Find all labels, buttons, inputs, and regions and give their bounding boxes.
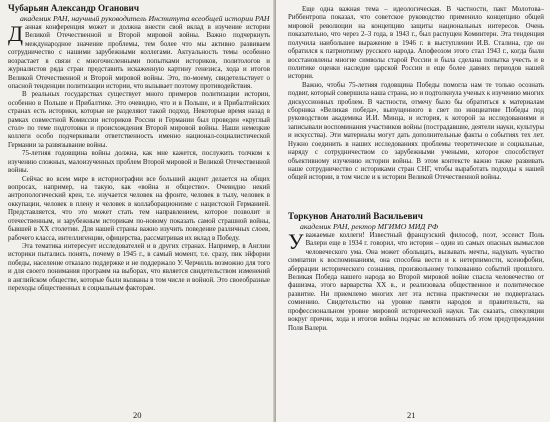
paragraph: Данная конференция может и должна внести свой вклад в изучение истории Великой Отечественной и Второй мировой войны. Важно подчеркнуть международное значение проблемы, тем более что мы активно развиваем сотрудничество с нашими зарубежными коллегами. Актуальность темы особенно возрастает в связи с многочисленными попытками историков, политологов и журналистов ряда стран представить искаженную картину генезиса, хода и итогов Великой Отечественной и Второй мировой войны. Это, по-моему, свидетельствует о опасной тенденции политизации истории, что вызывает поэтому противодействия. [8,21,270,90]
drop-cap: Д [8,21,24,46]
paragraph: Важно, чтобы 75-летняя годовщина Победы помогла нам те только осознать подвиг, который совершила наша страна, но и подтолкнула ученых к изучению многих дискуссионных проблем. В частности, отмечу было бы обратиться к материалам сборника «Великая победа», выпущенного в свет по инициативе Победы под руководством академика И.И. Минца, и история, к которой за исследованиями и записывали воспоминания участников войны (пострадавшие, деятели науки, культуры и искусства). Эти материалы могут дать дополнительные факты о событиях тех лет. Нужно соединить в наших исследованиях проблемы теоретические и социальные, наряду с сотрудничеством со зарубежными учеными, которое способствует объективному изучению истории войны. В этом контексте важно также развивать наше сотрудничество с историками стран СНГ, чтобы выработать подходы к нашей общей истории, в том числе и к истории Великой Отечественной войны. [288,81,544,182]
paragraph: Эта тематика интересует исследователей и в других странах. Например, в Англии историки пытались понять, почему в 1945 г., в самый момент, т.е. сразу, пик эйфории победы, население отказало поддержке и не поддержало У. Черчилль возможно для того и для своего понимания программ на выборах, что является свидетельством изменений в английском обществе, которые были вызваны в том числе и войной. Это своеобразные переходы общественных в социальным факторам. [8,242,270,293]
left-column [8,3,270,294]
author-affiliation: академик РАН, ректор МГИМО МИД РФ [300,221,439,231]
paragraph: Уважаемые коллеги! Известный французский философ, поэт, эссеист Поль Валери еще в 1934 г. говорил, что история – один из самых опасных вымыслов человеческого ума. Она может обольщать, вызывать мечты, надувать чувство симпатии к воспоминаниям, она способна вести и к нетерпимости, ксенофобии, аберрации исторического сознания, произвольному толкованию событий прошлого. Великая Победа нашего народа во Второй мировой войне спасла человечество от фашизма, этого варварства ХХ в., и реализовала общественное и политическое развитие. Ни приемлемо многих лет эта истина практически не подвергалась сомнению. Свидетельство на уровне памяти народов и правительств, на профессиональном уровне мировой исторической науки. Так сказать, спекуляции вокруг причин, хода и итогов войны подчас не вспоминать об этом предупреждении Поля Валери. [288,228,544,332]
paragraph: Еще одна важная тема – идеологическая. В частности, пакт Молотова–Риббентропа показал, что советское руководство применило концепцию общей мировой революции на концепцию защиты национальных интересов. Очень показательно, что через 2–3 года, в 1943 г., был распущен Коминтерн. Эта тенденция получила наибольшее выражение в 1946 г. в выступлении И.В. Сталина, где он обратился к патриотизму русского народа. Апофеозом этого стал 1943 г., когда были восстановлены многие символы старой России и была сделана попытка учесть и в политике оценки наследие царской России и еще более давних периодов нашей истории. [288,6,544,81]
right-column [288,6,544,333]
page-number: 21 [407,410,416,420]
drop-cap: У [288,228,304,254]
paragraph: Сейчас во всем мире в историографии все больший акцент делается на общих вопросах, например, на такую, как «война и общество». Очевидно некий антропологический крен, т.е. изучается человек на фронте, человек в тылу, человек в оккупации, человек в плену и человек в коллаборационизме с нацистской Германией. Представляется, что это может стать тем направлением, которое позволит и отечественным, и зарубежным историкам по-новому показать самой страшной войны, бывшей в ХХ столетии. Для нашей страны важно изучить поведение различных слоев, рабочего класса, интеллигенции, офицерства, рассматривая их вклад в Победу. [8,175,270,242]
author-name: Чубарьян Александр Оганович [8,3,140,13]
author-affiliation: академик РАН, научный руководитель Института всеобщей истории РАН [20,14,270,23]
page-number: 20 [133,410,142,420]
right-page [276,0,550,422]
author-name: Торкунов Анатолий Васильевич [288,210,423,221]
paragraph: 75-летняя годовщина войны должна, как мне кажется, послужить толчком к изучению сложных, малоизученных проблем Второй мировой и Великой Отечественной войны. [8,150,270,175]
paragraph: В реальных государствах существует много примеров политизации истории, особенно в Польше и Прибалтике. Это очевидно, что и в Польше, и в Прибалтийских странах есть историки, которые не разделяют такой подход. Некоторые время назад в рамках совместной Комиссии историков России и Германии был проведен «круглый стол» по теме подготовки и происхождения Второй мировой войны. Наши немецкие коллеги особо подчеркивали ответственность именно национал-социалистической Германии за развязывание войны. [8,91,270,149]
